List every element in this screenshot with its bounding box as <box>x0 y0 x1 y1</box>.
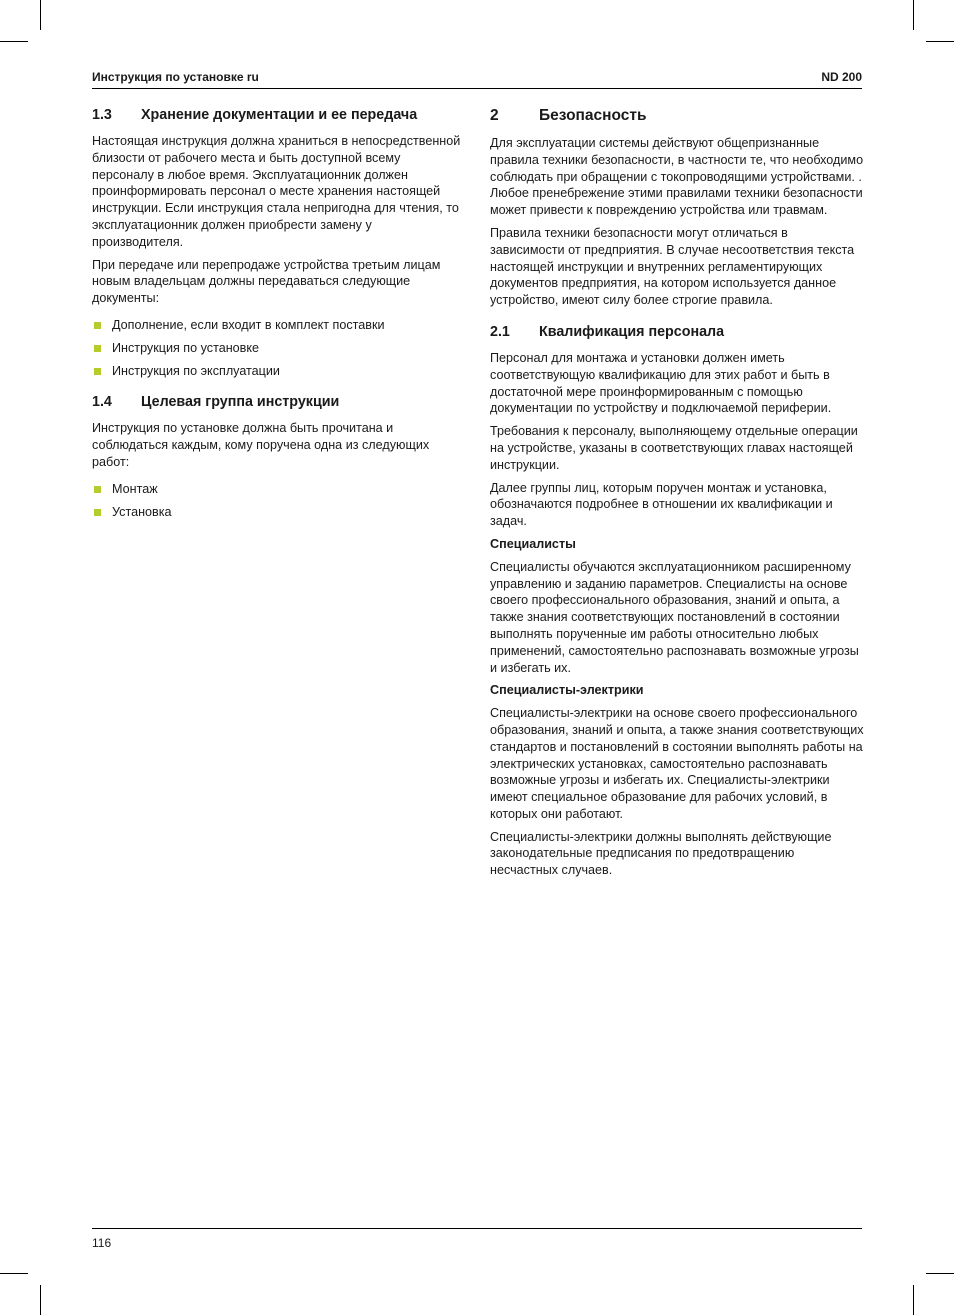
crop-mark-bottom-right-h <box>926 1273 954 1274</box>
paragraph: Требования к персоналу, выполняющему отдельные операции на устройстве, указаны в соответствующих главах настоящей инструкции. <box>490 424 858 472</box>
section-number: 2 <box>490 107 499 124</box>
bullet-square-icon <box>94 345 101 352</box>
paragraph: При передаче или перепродаже устройства третьим лицам новым владельцам должны передаваться следующие документы: <box>92 257 441 306</box>
footer-rule <box>92 1228 862 1229</box>
crop-mark-bottom-left <box>40 1285 41 1315</box>
work-list <box>92 481 464 521</box>
crop-mark-top-left <box>40 0 41 30</box>
paragraph: Далее группы лиц, которым поручен монтаж и установка, обозначаются подробнее в отношении их квалификации и задач. <box>490 480 833 529</box>
section-heading-2-1 <box>490 323 865 342</box>
section-number: 1.4 <box>92 394 112 411</box>
paragraph: Для эксплуатации системы действуют общепризнанные правила техники безопасности, в частности те, что необходимо соблюдать при обращении с токопроводящими устройствами. . Любое пренебрежение этими правилами техники безопасности может привести к повреждению устройства или травмам. <box>490 136 864 218</box>
paragraph: Настоящая инструкция должна храниться в непосредственной близости от рабочего места и быть доступной всему персоналу в любое время. Эксплуатационник должен проинформировать персонал о месте хранения настоящей инструкции. Если инструкция стала непригодна для чтения, то эксплуатационник должен приобрести замену у производителя. <box>92 134 461 249</box>
bullet-square-icon <box>94 368 101 375</box>
section-title: Целевая группа инструкции <box>141 394 340 411</box>
list-item: Установка <box>92 504 464 521</box>
section-heading-2 <box>490 106 865 126</box>
section-title: Квалификация персонала <box>539 323 725 340</box>
list-item: Дополнение, если входит в комплект поставки <box>92 317 464 334</box>
paragraph: Персонал для монтажа и установки должен иметь соответствующую квалификацию для этих работ и быть в достаточной мере проинформированным с помощью документации по устройству и подключаемой периферии. <box>490 350 832 416</box>
list-item: Инструкция по установке <box>92 340 464 357</box>
running-header-model: ND 200 <box>821 70 862 84</box>
paragraph: Специалисты обучаются эксплуатационником расширенному управлению и заданию параметров. Специалисты на основе своего профессионального образования, знаний и опыта, а также знания соответствующих постановлений в состоянии выполнять порученные им работы относительно любых применений, самостоятельно распознавать возможные угрозы и избегать их. <box>490 559 859 675</box>
section-heading-1-4 <box>92 393 464 412</box>
bullet-square-icon <box>94 509 101 516</box>
bullet-square-icon <box>94 486 101 493</box>
header-rule <box>92 88 862 89</box>
subheading-electricians: Специалисты-электрики <box>490 683 644 698</box>
left-column <box>92 106 464 534</box>
running-header-title: Инструкция по установке ru <box>92 70 259 84</box>
list-item: Монтаж <box>92 481 464 498</box>
crop-mark-bottom-left-h <box>0 1273 28 1274</box>
crop-mark-top-left-h <box>0 41 28 42</box>
bullet-square-icon <box>94 322 101 329</box>
crop-mark-bottom-right <box>913 1285 914 1315</box>
subheading-specialists: Специалисты <box>490 536 576 551</box>
section-number: 2.1 <box>490 323 510 340</box>
section-title: Хранение документации и ее передача <box>141 107 418 123</box>
document-list <box>92 317 464 379</box>
paragraph: Специалисты-электрики на основе своего профессионального образования, знаний и опыта, а также знания соответствующих стандартов и постановлений в состоянии выполнять работы на электрических установках, самостоятельно распознавать возможные угрозы и избегать их. Специалисты-электрики имеют специальное образование для рабочих условий, в которых они работают. <box>490 706 864 821</box>
paragraph: Правила техники безопасности могут отличаться в зависимости от предприятия. В случае несоответствия текста настоящей инструкции и внутренних регламентирующих документов предприятия, на котором используется данное устройство, имеют силу более строгие правила. <box>490 225 855 308</box>
crop-mark-top-right <box>913 0 914 30</box>
crop-mark-top-right-h <box>926 41 954 42</box>
page-number: 116 <box>92 1236 112 1250</box>
list-item: Инструкция по эксплуатации <box>92 363 464 380</box>
section-number: 1.3 <box>92 107 112 123</box>
paragraph: Специалисты-электрики должны выполнять действующие законодательные предписания по предотвращению несчастных случаев. <box>490 829 832 878</box>
right-column <box>490 106 865 885</box>
section-heading-1-3 <box>92 106 464 125</box>
section-title: Безопасность <box>539 107 647 124</box>
paragraph: Инструкция по установке должна быть прочитана и соблюдаться каждым, кому поручена одна из следующих работ: <box>92 421 430 469</box>
